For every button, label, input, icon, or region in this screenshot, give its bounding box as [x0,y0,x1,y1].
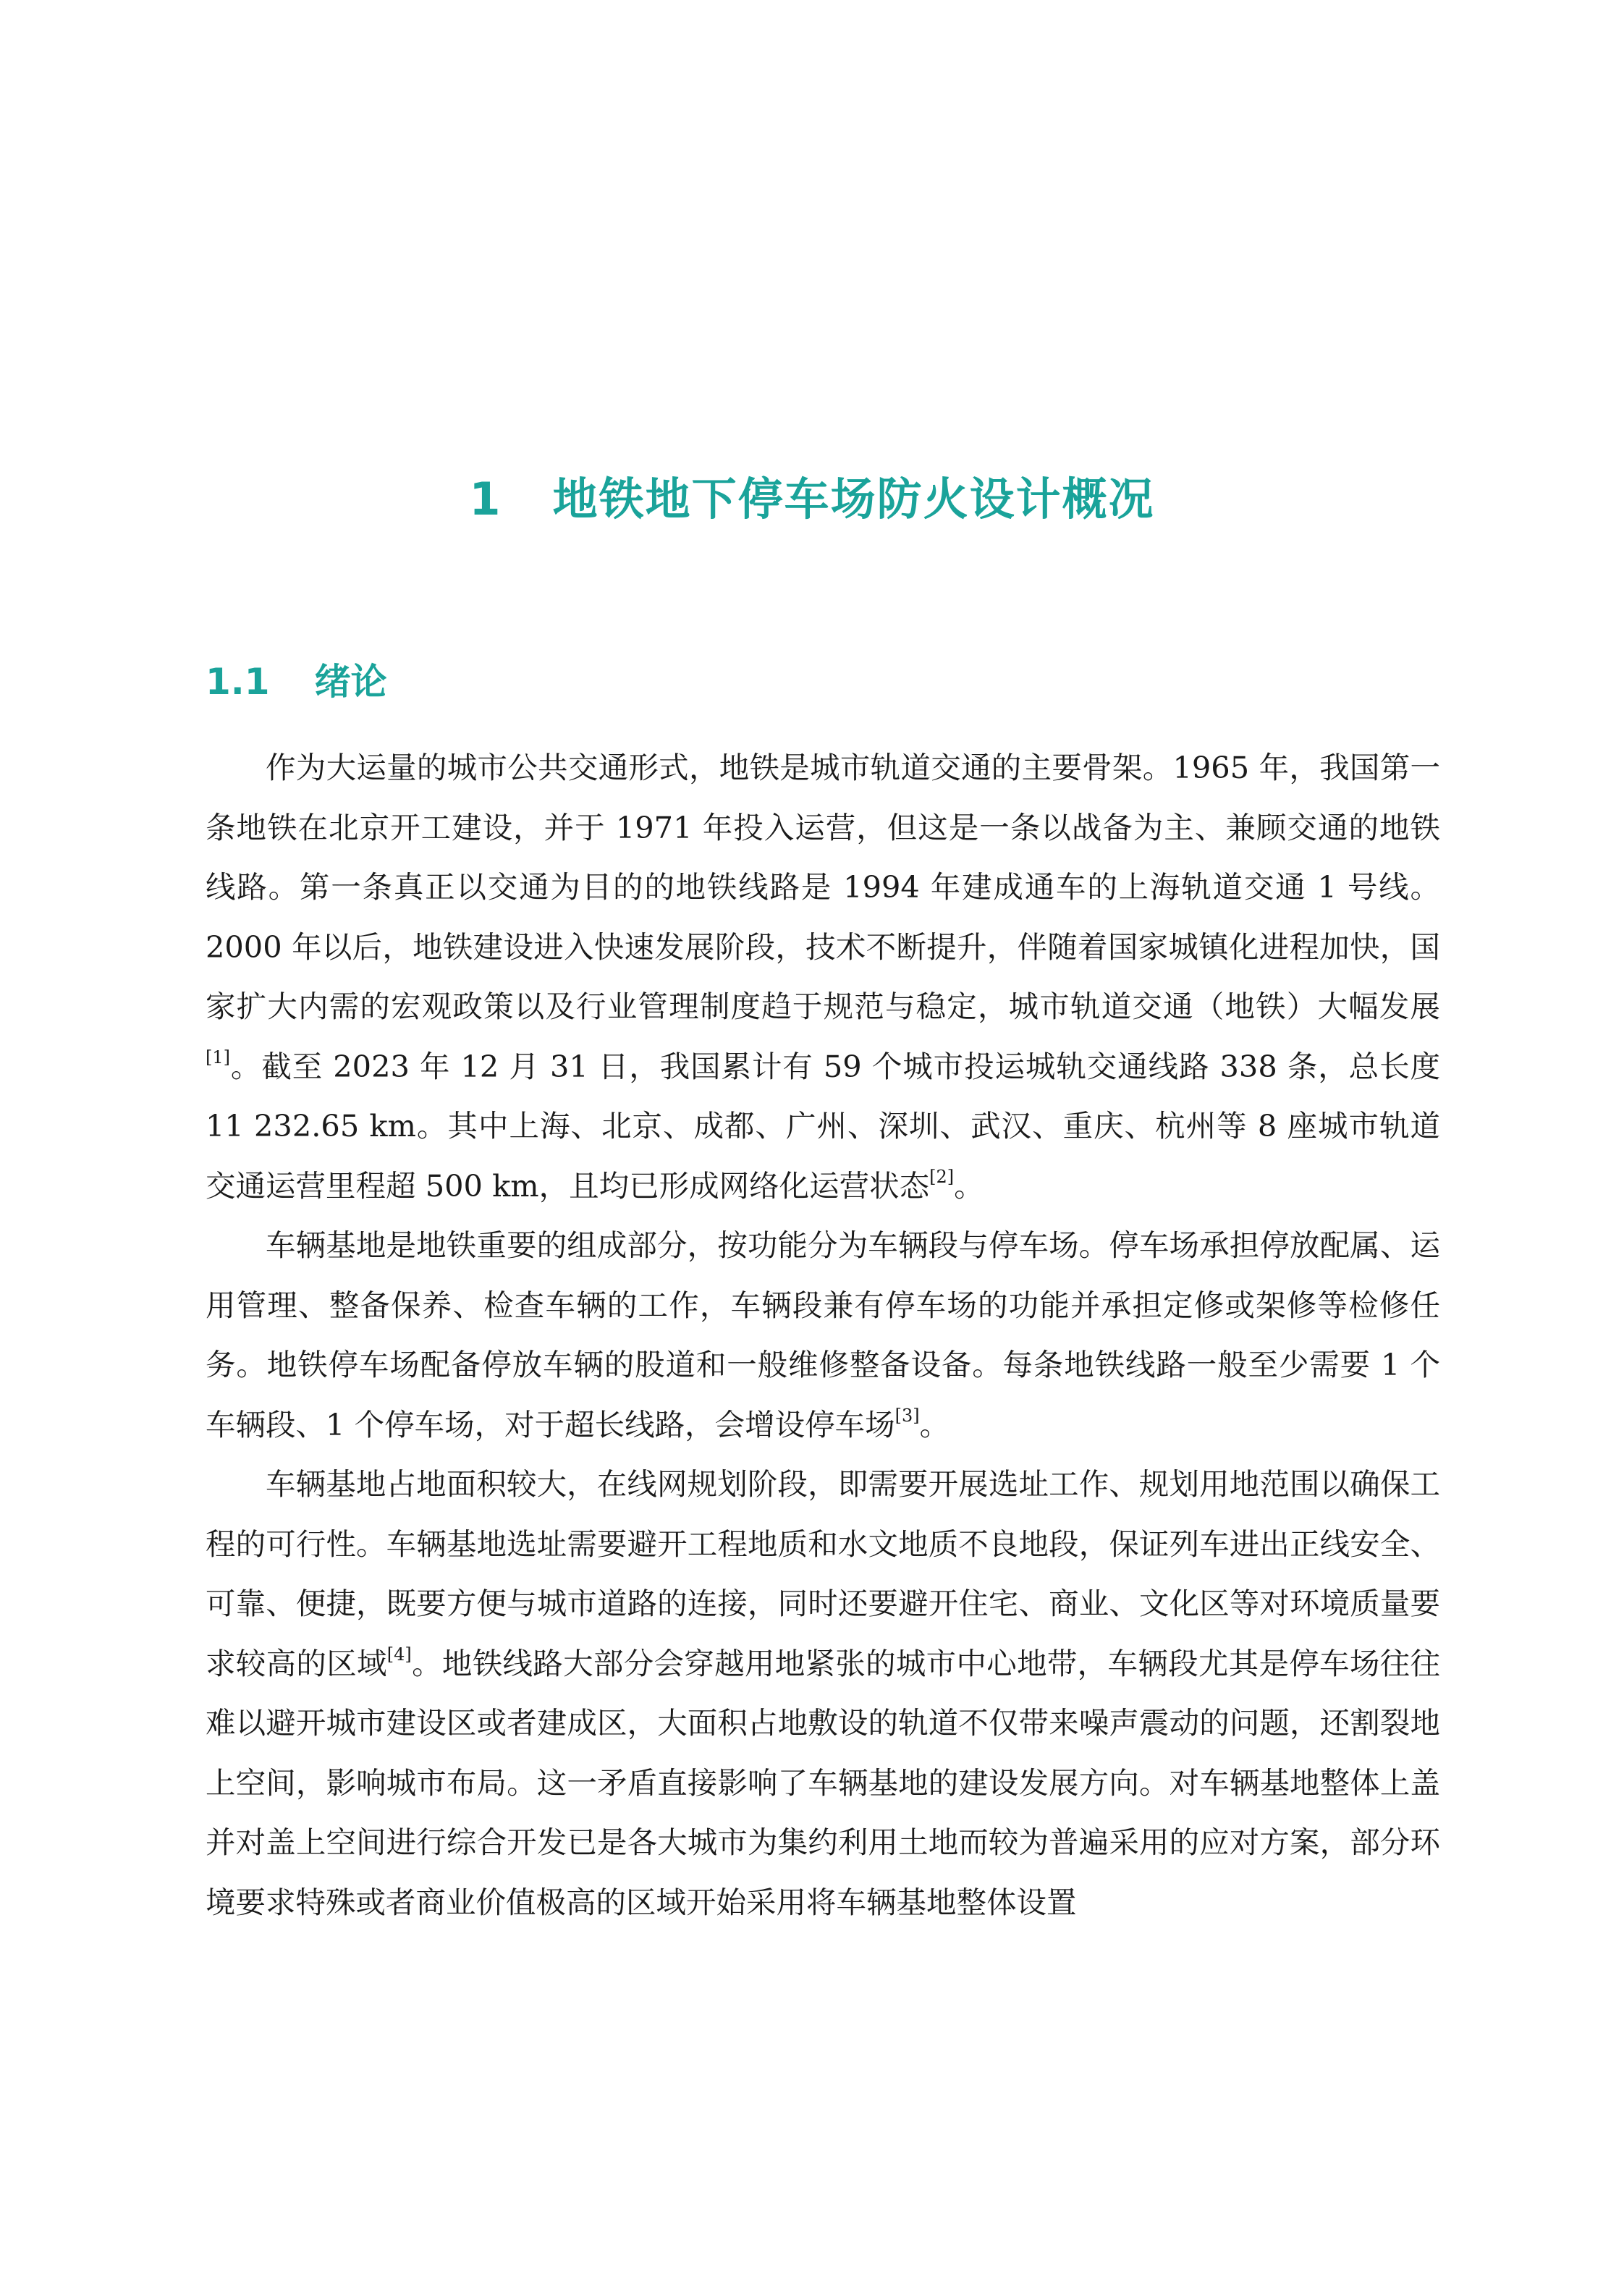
chapter-number: 1 [469,473,502,525]
paragraph-1 [206,738,1440,1216]
paragraph-text: 。 [919,1406,950,1442]
citation-3: [3] [895,1405,920,1426]
paragraph-text: 车辆基地占地面积较大，在线网规划阶段，即需要开展选址工作、规划用地范围以确保工程的可行性。车辆基地选址需要避开工程地质和水文地质不良地段，保证列车进出正线安全、可靠、便捷，既要方便与城市道路的连接，同时还要避开住宅、商业、文化区等对环境质量要求较高的区域 [206,1466,1440,1681]
paragraph-text: 作为大运量的城市公共交通形式，地铁是城市轨道交通的主要骨架。1965 年，我国第一条地铁在北京开工建设，并于 1971 年投入运营，但这是一条以战备为主、兼顾交通的地铁线路。第一条真正以交通为目的的地铁线路是 1994 年建成通车的上海轨道交通 1 号线。2000 年以后，地铁建设进入快速发展阶段，技术不断提升，伴随着国家城镇化进程加快，国家扩大内需的宏观政策以及行业管理制度趋于规范与稳定，城市轨道交通（地铁）大幅发展 [206,750,1440,1024]
paragraph-3 [206,1455,1440,1932]
chapter-title [0,463,1624,528]
citation-1: [1] [206,1047,230,1068]
paragraph-text: 。截至 2023 年 12 月 31 日，我国累计有 59 个城市投运城轨交通线路 338 条，总长度 11 232.65 km。其中上海、北京、成都、广州、深圳、武汉、重庆、杭州等 8 座城市轨道交通运营里程超 500 km，且均已形成网络化运营状态 [206,1048,1440,1204]
paragraph-text: 车辆基地是地铁重要的组成部分，按功能分为车辆段与停车场。停车场承担停放配属、运用管理、整备保养、检查车辆的工作，车辆段兼有停车场的功能并承担定修或架修等检修任务。地铁停车场配备停放车辆的股道和一般维修整备设备。每条地铁线路一般至少需要 1 个车辆段、1 个停车场，对于超长线路，会增设停车场 [206,1227,1440,1442]
paragraph-text: 。地铁线路大部分会穿越用地紧张的城市中心地带，车辆段尤其是停车场往往难以避开城市建设区或者建成区，大面积占地敷设的轨道不仅带来噪声震动的问题，还割裂地上空间，影响城市布局。这一矛盾直接影响了车辆基地的建设发展方向。对车辆基地整体上盖并对盖上空间进行综合开发已是各大城市为集约利用土地而较为普遍采用的应对方案，部分环境要求特殊或者商业价值极高的区域开始采用将车辆基地整体设置 [206,1645,1440,1920]
section-number: 1.1 [206,661,270,703]
citation-2: [2] [929,1166,955,1187]
citation-4: [4] [386,1644,412,1665]
section-title [206,653,387,705]
paragraph-text: 。 [954,1167,984,1204]
body-text [206,738,1440,1932]
section-heading: 绪论 [314,661,387,703]
paragraph-2 [206,1216,1440,1455]
chapter-heading: 地铁地下停车场防火设计概况 [552,473,1155,525]
